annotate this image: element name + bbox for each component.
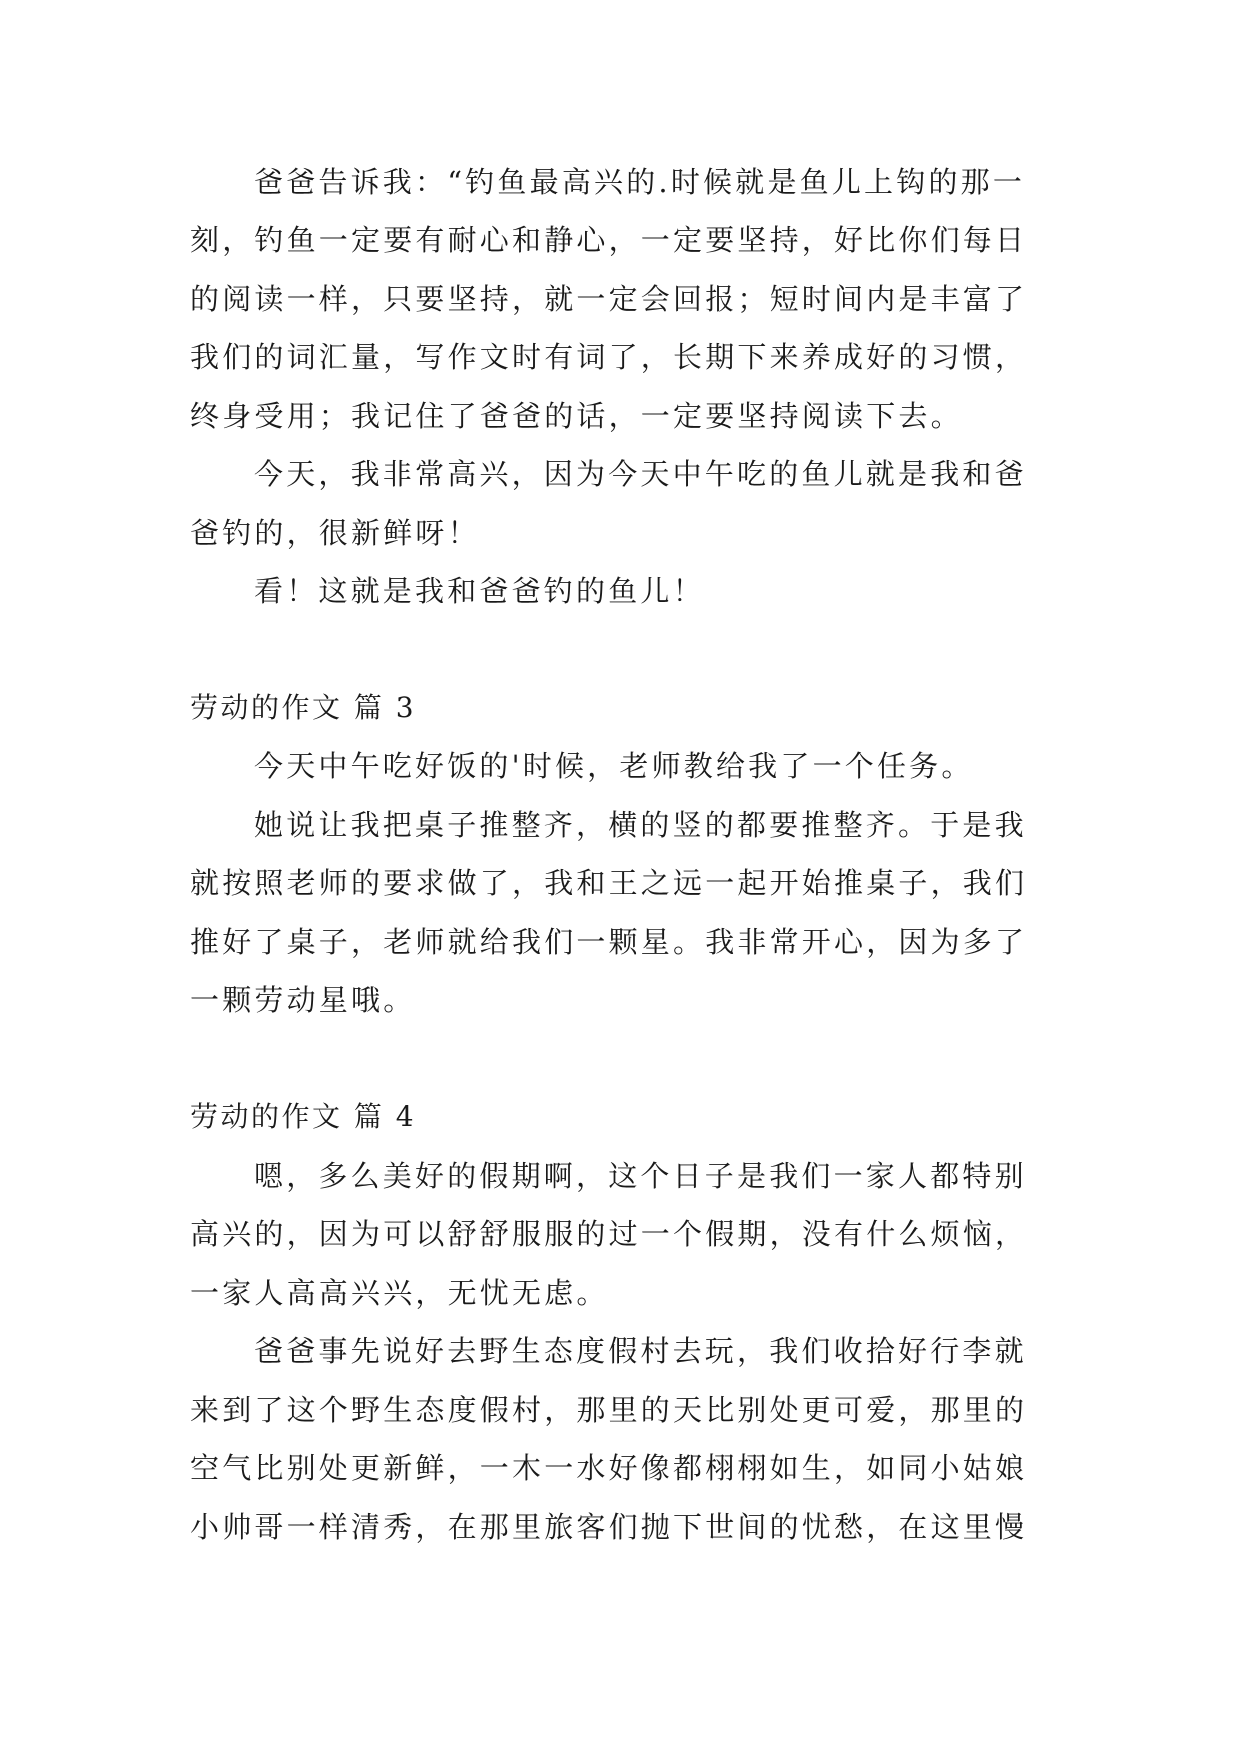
paragraph-line: 推好了桌子，老师就给我们一颗星。我非常开心，因为多了 — [190, 925, 1028, 959]
paragraph-line: 嗯，多么美好的假期啊，这个日子是我们一家人都特别 — [254, 1159, 1027, 1193]
paragraph-line: 就按照老师的要求做了，我和王之远一起开始推桌子，我们 — [190, 866, 1028, 900]
paragraph-line: 爸爸告诉我：“钓鱼最高兴的.时候就是鱼儿上钩的那一 — [254, 165, 1026, 199]
section-heading: 劳动的作文 篇 4 — [190, 1100, 417, 1133]
paragraph-line: 我们的词汇量，写作文时有词了，长期下来养成好的习惯， — [190, 340, 1028, 374]
paragraph-line: 空气比别处更新鲜，一木一水好像都栩栩如生，如同小姑娘 — [190, 1451, 1028, 1485]
paragraph-line: 的阅读一样，只要坚持，就一定会回报；短时间内是丰富了 — [190, 282, 1028, 316]
paragraph-line: 看！这就是我和爸爸钓的鱼儿！ — [254, 574, 705, 608]
paragraph-line: 今天，我非常高兴，因为今天中午吃的鱼儿就是我和爸 — [254, 457, 1027, 491]
paragraph-line: 今天中午吃好饭的'时候，老师教给我了一个任务。 — [254, 749, 974, 783]
paragraph-line: 来到了这个野生态度假村，那里的天比别处更可爱，那里的 — [190, 1393, 1028, 1427]
paragraph-line: 高兴的，因为可以舒舒服服的过一个假期，没有什么烦恼， — [190, 1217, 1028, 1251]
paragraph-line: 爸钓的，很新鲜呀！ — [190, 516, 480, 550]
paragraph-line: 终身受用；我记住了爸爸的话，一定要坚持阅读下去。 — [190, 399, 963, 433]
paragraph-line: 刻，钓鱼一定要有耐心和静心，一定要坚持，好比你们每日 — [190, 223, 1028, 257]
paragraph-line: 一家人高高兴兴，无忧无虑。 — [190, 1276, 609, 1310]
paragraph-line: 一颗劳动星哦。 — [190, 983, 416, 1017]
section-heading: 劳动的作文 篇 3 — [190, 691, 417, 724]
paragraph-line: 爸爸事先说好去野生态度假村去玩，我们收拾好行李就 — [254, 1334, 1027, 1368]
paragraph-line: 她说让我把桌子推整齐，横的竖的都要推整齐。于是我 — [254, 808, 1027, 842]
paragraph-line: 小帅哥一样清秀，在那里旅客们抛下世间的忧愁，在这里慢 — [190, 1510, 1028, 1544]
